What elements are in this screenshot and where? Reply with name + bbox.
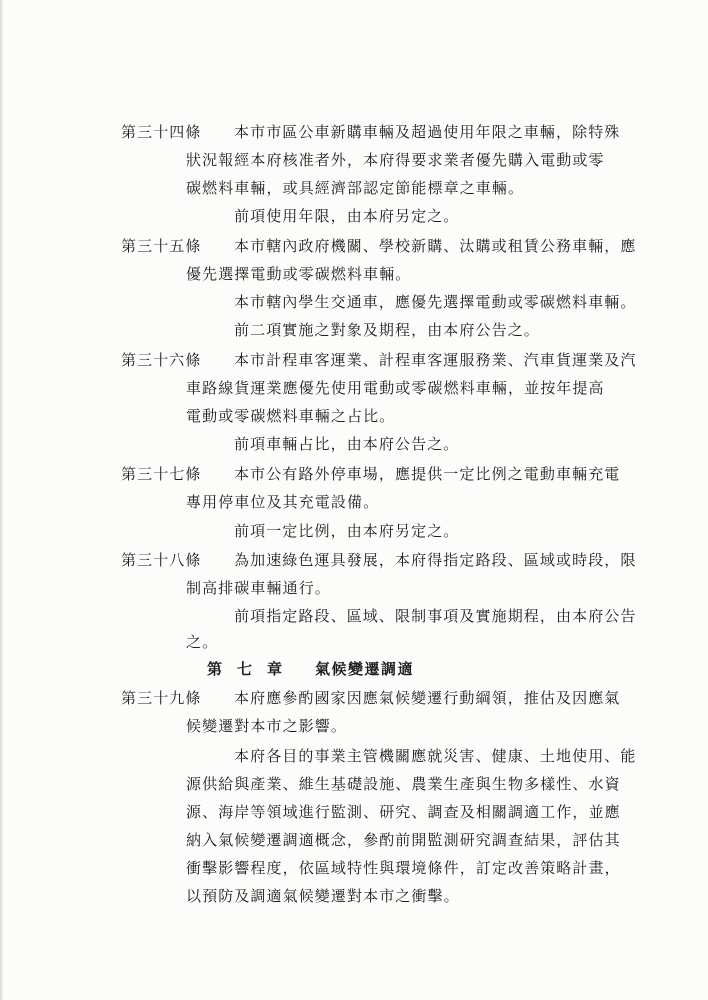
article-38-line-1: 為加速綠色運具發展，本府得指定路段、區域或時段，限 <box>234 551 637 569</box>
article-35-paragraph-2: 本市轄內學生交通車，應優先選擇電動或零碳燃料車輛。 <box>234 293 637 311</box>
article-38-number: 第三十八條 <box>121 551 202 569</box>
article-39-number: 第三十九條 <box>121 689 202 707</box>
article-39-paragraph-2-line-5: 衝擊影響程度，依區域特性與環境條件，訂定改善策略計畫， <box>186 859 621 877</box>
article-37-line-1: 本市公有路外停車場，應提供一定比例之電動車輛充電 <box>234 465 621 483</box>
article-36-line-2: 車路線貨運業應優先使用電動或零碳燃料車輛，並按年提高 <box>186 379 605 397</box>
article-39-paragraph-2-line-1: 本府各目的事業主管機關應就災害、健康、土地使用、能 <box>234 747 637 765</box>
article-35-line-1: 本市轄內政府機關、學校新購、汰購或租賃公務車輛，應 <box>234 237 637 255</box>
article-39-paragraph-2-line-2: 源供給與產業、維生基礎設施、農業生產與生物多樣性、水資 <box>186 775 621 793</box>
article-38-line-2: 制高排碳車輛通行。 <box>186 579 331 597</box>
article-38-paragraph-2-line-2: 之。 <box>186 633 219 651</box>
article-34-line-2: 狀況報經本府核准者外，本府得要求業者優先購入電動或零 <box>186 151 605 169</box>
article-37-line-2: 專用停車位及其充電設備。 <box>186 493 380 511</box>
chapter-number: 第七章 <box>207 660 298 678</box>
chapter-title: 氣候變遷調適 <box>315 660 415 678</box>
article-36-line-1: 本市計程車客運業、計程車客運服務業、汽車貨運業及汽 <box>234 351 637 369</box>
article-39-paragraph-2-line-6: 以預防及調適氣候變遷對本市之衝擊。 <box>186 887 460 905</box>
article-34-paragraph-2: 前項使用年限，由本府另定之。 <box>234 207 460 225</box>
article-36-paragraph-2: 前項車輛占比，由本府公告之。 <box>234 435 460 453</box>
article-38-paragraph-2-line-1: 前項指定路段、區域、限制事項及實施期程，由本府公告 <box>234 607 637 625</box>
article-36-number: 第三十六條 <box>121 351 202 369</box>
article-39-line-1: 本府應參酌國家因應氣候變遷行動綱領，推估及因應氣 <box>234 689 621 707</box>
article-39-paragraph-2-line-3: 源、海岸等領域進行監測、研究、調查及相關調適工作，並應 <box>186 803 621 821</box>
article-39-line-2: 候變遷對本市之影響。 <box>186 717 348 735</box>
article-34-number: 第三十四條 <box>121 123 202 141</box>
article-37-paragraph-2: 前項一定比例，由本府另定之。 <box>234 522 460 540</box>
article-39-paragraph-2-line-4: 納入氣候變遷調適概念，參酌前開監測研究調查結果，評估其 <box>186 831 621 849</box>
article-34-line-1: 本市市區公車新購車輛及超過使用年限之車輛，除特殊 <box>234 123 621 141</box>
article-37-number: 第三十七條 <box>121 465 202 483</box>
article-35-line-2: 優先選擇電動或零碳燃料車輛。 <box>186 265 412 283</box>
article-34-line-3: 碳燃料車輛，或具經濟部認定節能標章之車輛。 <box>186 179 525 197</box>
chapter-heading <box>207 659 414 679</box>
article-35-number: 第三十五條 <box>121 237 202 255</box>
article-35-paragraph-3: 前二項實施之對象及期程，由本府公告之。 <box>234 321 540 339</box>
article-36-line-3: 電動或零碳燃料車輛之占比。 <box>186 407 396 425</box>
